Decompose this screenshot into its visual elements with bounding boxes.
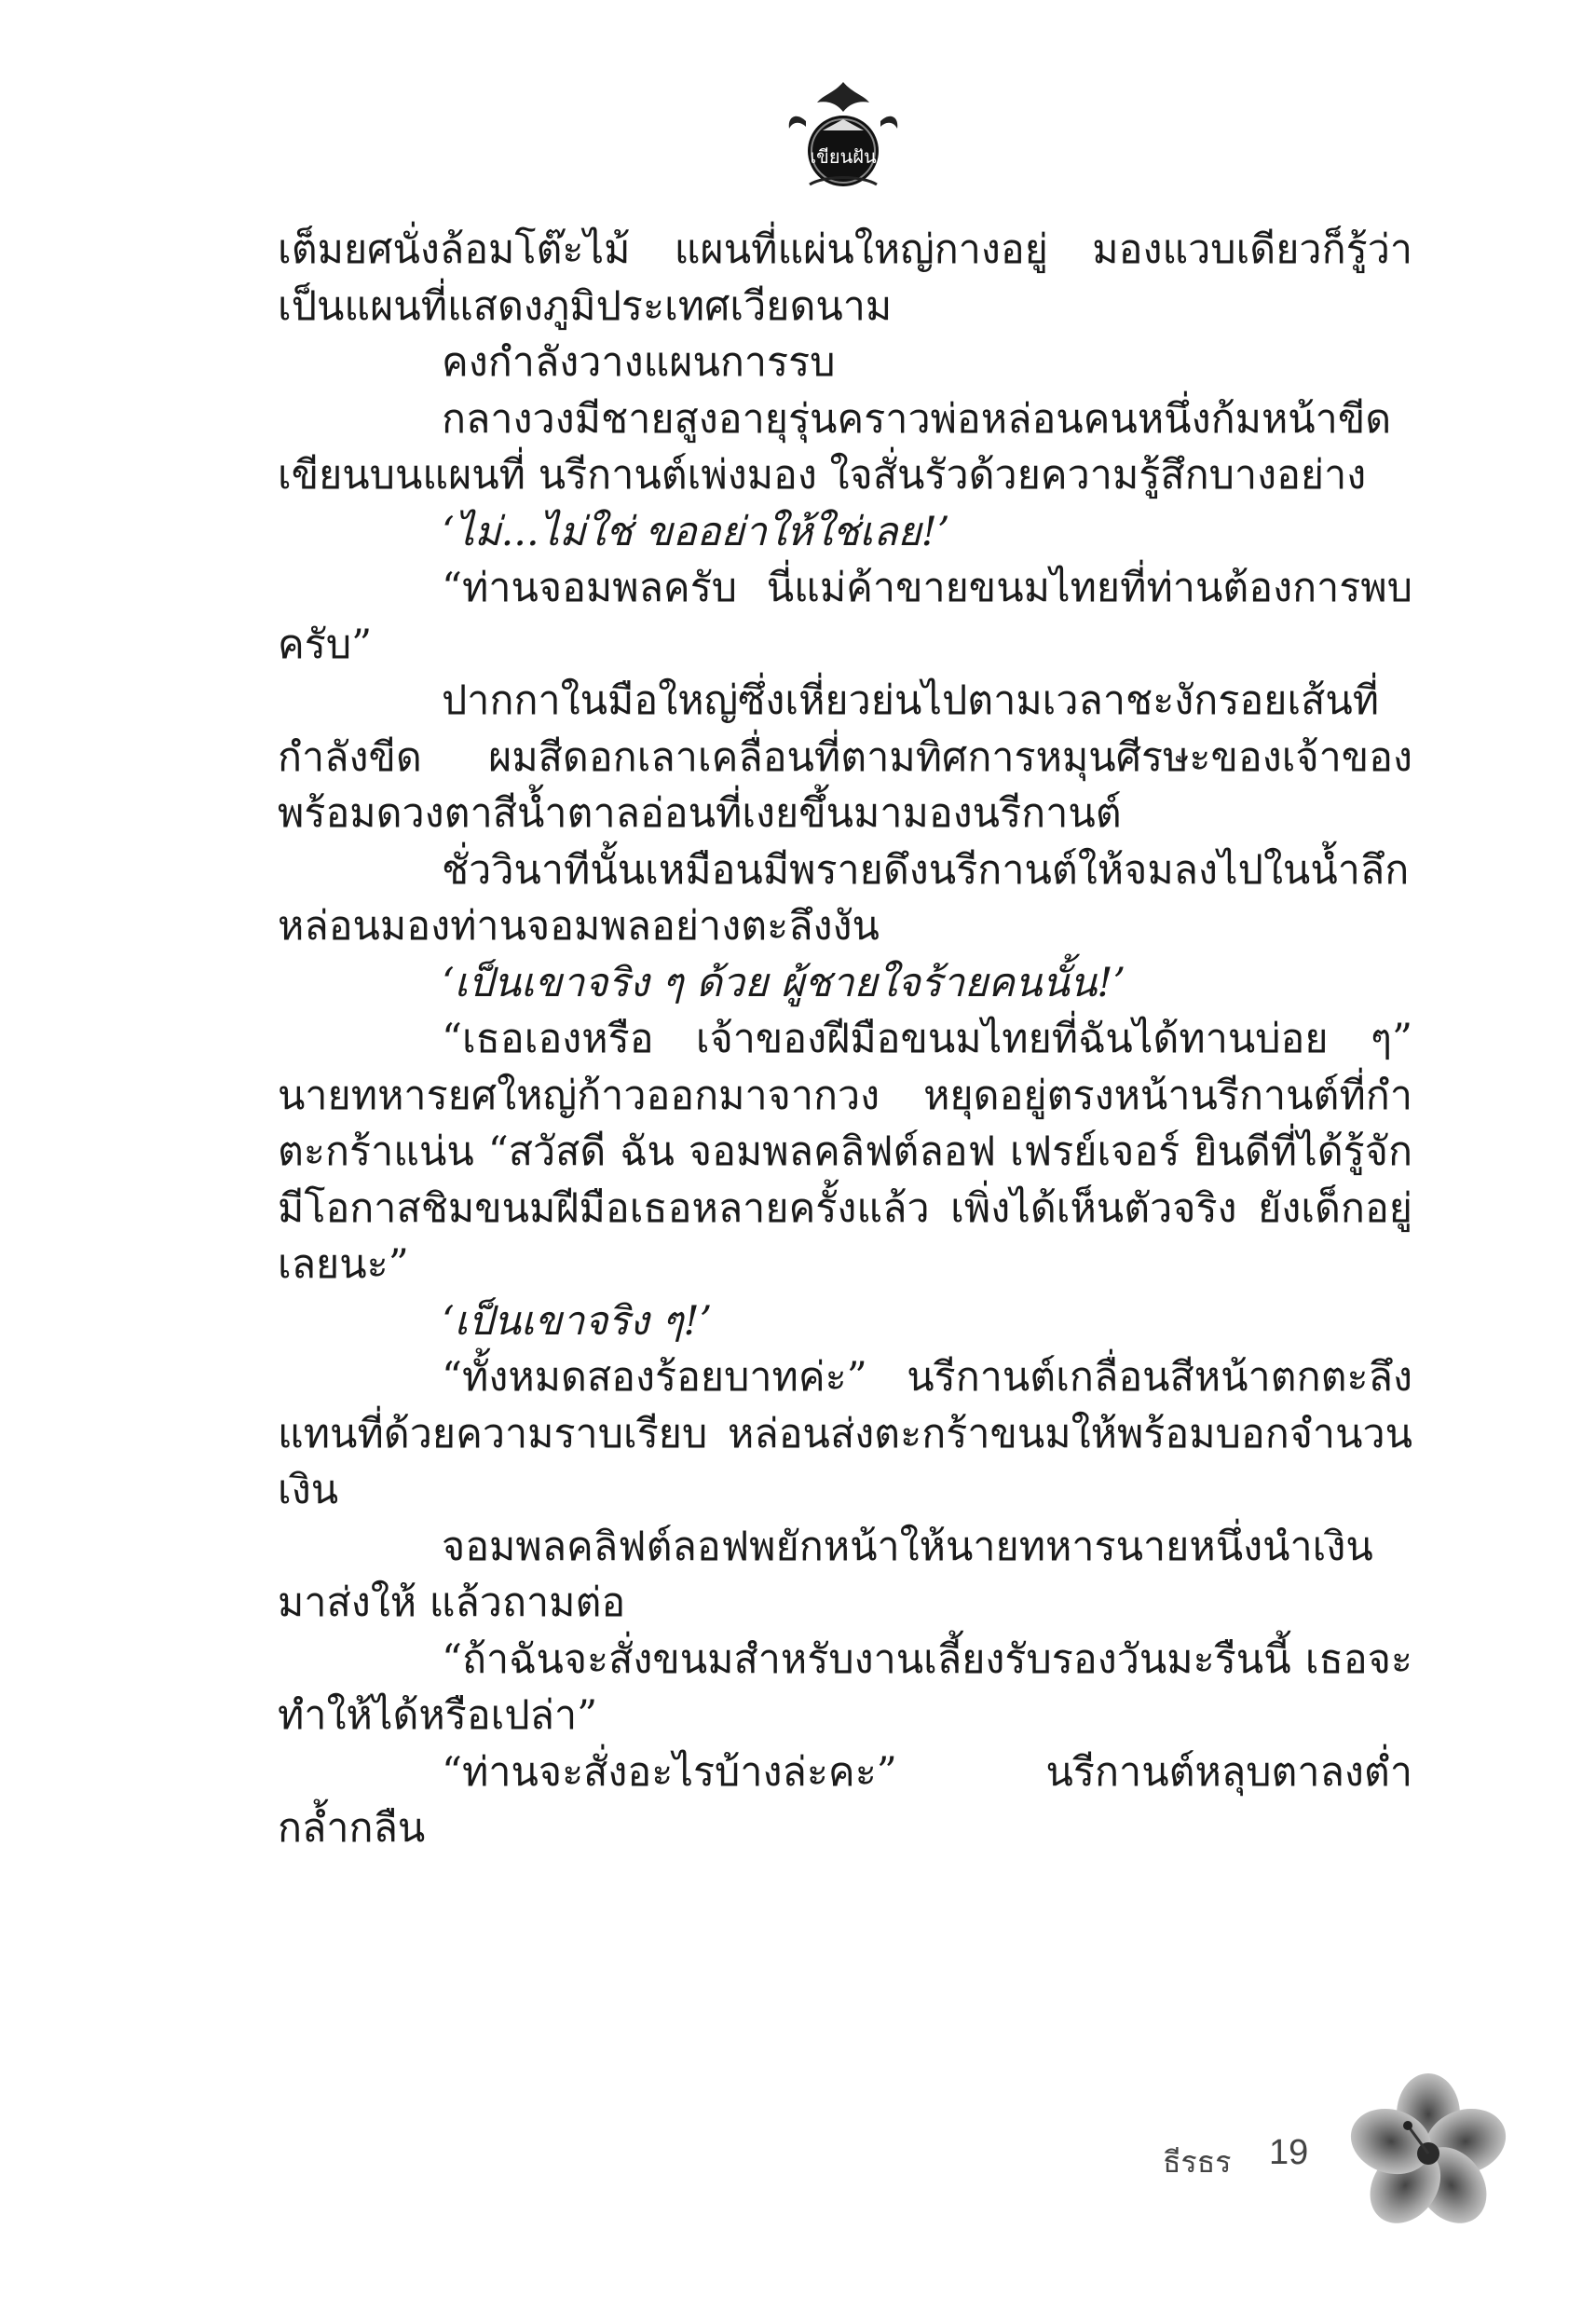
paragraph: ‘เป็นเขาจริง ๆ ด้วย ผู้ชายใจร้ายคนนั้น!’ [442,959,1126,1006]
publisher-logo [769,75,918,186]
logo-text: เขียนฝัน [810,145,877,168]
paragraph: ปากกาในมือใหญ่ซึ่งเหี่ยวย่นไปตามเวลาชะงักรอยเส้นที่กำลังขีด ผมสีดอกเลาเคลื่อนที่ตามทิศการหมุนศีรษะของเจ้าของพร้อมดวงตาสีน้ำตาลอ่อนที่เงยขึ้นมามองนรีกานต์ [278,677,1412,837]
footer-book-title: ธีรธร [1163,2144,1232,2180]
paragraph: ชั่ววินาทีนั้นเหมือนมีพรายดึงนรีกานต์ให้จมลงไปในน้ำลึกหล่อนมองท่านจอมพลอย่างตะลึงงัน [278,846,1410,950]
paragraph: ‘ไม่...ไม่ใช่ ขออย่าให้ใช่เลย!’ [442,508,950,555]
paragraph: “ทั้งหมดสองร้อยบาทค่ะ” นรีกานต์เกลื่อนสีหน้าตกตะลึงแทนที่ด้วยความราบเรียบ หล่อนส่งตะกร้าขนมให้พร้อมบอกจำนวนเงิน [278,1354,1412,1513]
paragraph: “ท่านจะสั่งอะไรบ้างล่ะคะ” นรีกานต์หลุบตาลงต่ำ กล้ำกลืน [278,1748,1412,1852]
paragraph: “ถ้าฉันจะสั่งขนมสำหรับงานเลี้ยงรับรองวันมะรืนนี้ เธอจะทำให้ได้หรือเปล่า” [278,1635,1412,1739]
paragraph: ‘เป็นเขาจริง ๆ!’ [442,1297,713,1345]
paragraph: “เธอเองหรือ เจ้าของฝีมือขนมไทยที่ฉันได้ทานบ่อย ๆ” นายทหารยศใหญ่ก้าวออกมาจากวง หยุดอยู่ตรงหน้านรีกานต์ที่กำตะกร้าแน่น “สวัสดี ฉัน จอมพลคลิฟต์ลอฟ เฟรย์เจอร์ ยินดีที่ได้รู้จัก มีโอกาสชิมขนมฝีมือเธอหลายครั้งแล้ว เพิ่งได้เห็นตัวจริง ยังเด็กอยู่เลยนะ” [278,1016,1412,1288]
paragraph: “ท่านจอมพลครับ นี่แม่ค้าขายขนมไทยที่ท่านต้องการพบครับ” [278,565,1412,668]
paragraph: กลางวงมีชายสูงอายุรุ่นคราวพ่อหล่อนคนหนึ่งก้มหน้าขีดเขียนบนแผนที่ นรีกานต์เพ่งมอง ใจสั่นรัวด้วยความรู้สึกบางอย่าง [278,395,1392,499]
hibiscus-flower-icon [1346,2073,1509,2236]
paragraph: คงกำลังวางแผนการรบ [442,339,836,386]
page-number: 19 [1269,2133,1309,2172]
paragraph: เต็มยศนั่งล้อมโต๊ะไม้ แผนที่แผ่นใหญ่กางอยู่ มองแวบเดียวก็รู้ว่าเป็นแผนที่แสดงภูมิประเทศเวียดนาม [278,226,1412,330]
paragraph: จอมพลคลิฟต์ลอฟพยักหน้าให้นายทหารนายหนึ่งนำเงินมาส่งให้ แล้วถามต่อ [278,1523,1373,1626]
body-text [278,222,1412,1857]
